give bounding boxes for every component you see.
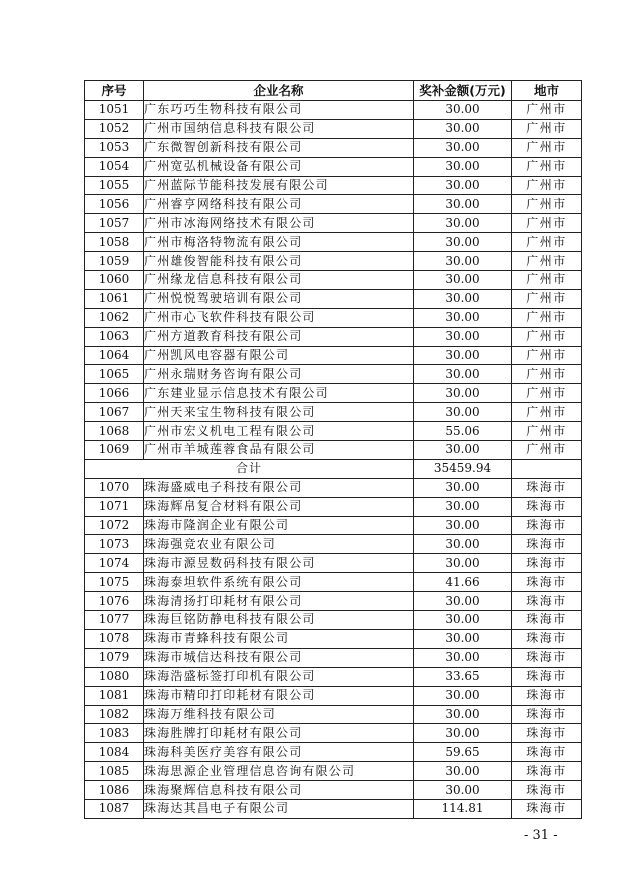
serial-no-cell: 1078 [85,629,144,648]
city-cell: 广州市 [512,214,582,233]
header-company-name: 企业名称 [144,81,414,101]
table-row [85,724,582,743]
company-name-cell: 珠海巨铭防静电科技有限公司 [144,611,414,630]
award-amount-cell: 30.00 [414,724,512,743]
table-row [85,271,582,290]
table-row [85,535,582,554]
company-name-cell: 广州市心飞软件科技有限公司 [144,308,414,327]
award-amount-cell: 30.00 [414,686,512,705]
table-row [85,384,582,403]
city-cell: 广州市 [512,327,582,346]
city-cell: 珠海市 [512,535,582,554]
company-name-cell: 珠海辉帛复合材料有限公司 [144,497,414,516]
serial-no-cell: 1051 [85,101,144,120]
award-amount-cell: 41.66 [414,573,512,592]
table-row [85,289,582,308]
award-amount-cell: 30.00 [414,327,512,346]
company-name-cell: 珠海市城信达科技有限公司 [144,648,414,667]
serial-no-cell: 1059 [85,252,144,271]
serial-no-cell: 1073 [85,535,144,554]
serial-no-cell: 1069 [85,441,144,460]
total-row [85,459,582,478]
company-name-cell: 广州市羊城莲蓉食品有限公司 [144,441,414,460]
city-cell: 珠海市 [512,667,582,686]
table-row [85,176,582,195]
city-cell: 广州市 [512,271,582,290]
table-row [85,611,582,630]
serial-no-cell: 1056 [85,195,144,214]
table-row [85,762,582,781]
award-amount-cell: 30.00 [414,346,512,365]
city-cell: 珠海市 [512,497,582,516]
company-name-cell: 珠海科美医疗美容有限公司 [144,743,414,762]
serial-no-cell: 1074 [85,554,144,573]
company-name-cell: 珠海泰坦软件系统有限公司 [144,573,414,592]
award-amount-cell: 30.00 [414,233,512,252]
award-amount-cell: 30.00 [414,365,512,384]
company-name-cell: 珠海万维科技有限公司 [144,705,414,724]
city-cell: 珠海市 [512,743,582,762]
serial-no-cell: 1086 [85,781,144,800]
company-name-cell: 广州蓝际节能科技发展有限公司 [144,176,414,195]
serial-no-cell: 1054 [85,157,144,176]
table-header-row [85,81,582,101]
city-cell: 广州市 [512,138,582,157]
company-name-cell: 广州睿亨网络科技有限公司 [144,195,414,214]
table-row [85,422,582,441]
company-name-cell: 珠海清扬打印耗材有限公司 [144,592,414,611]
serial-no-cell: 1055 [85,176,144,195]
company-name-cell: 广州天来宝生物科技有限公司 [144,403,414,422]
table-row [85,497,582,516]
award-amount-cell: 30.00 [414,497,512,516]
company-name-cell: 广州永瑞财务咨询有限公司 [144,365,414,384]
company-name-cell: 广州凯风电容器有限公司 [144,346,414,365]
award-amount-cell: 30.00 [414,441,512,460]
table-row [85,365,582,384]
company-name-cell: 珠海聚辉信息科技有限公司 [144,781,414,800]
award-table [84,80,582,819]
total-amount: 35459.94 [414,459,512,478]
city-cell: 珠海市 [512,611,582,630]
table-row [85,233,582,252]
serial-no-cell: 1083 [85,724,144,743]
total-label: 合计 [85,459,414,478]
city-cell: 珠海市 [512,762,582,781]
city-cell: 广州市 [512,422,582,441]
award-amount-cell: 30.00 [414,119,512,138]
table-row [85,308,582,327]
city-cell: 珠海市 [512,629,582,648]
city-cell: 广州市 [512,157,582,176]
serial-no-cell: 1062 [85,308,144,327]
award-amount-cell: 114.81 [414,799,512,818]
company-name-cell: 珠海达其昌电子有限公司 [144,799,414,818]
table-row [85,346,582,365]
table-row [85,441,582,460]
serial-no-cell: 1057 [85,214,144,233]
serial-no-cell: 1053 [85,138,144,157]
award-amount-cell: 55.06 [414,422,512,441]
page-number: - 31 - [524,828,558,843]
company-name-cell: 珠海浩盛标签打印机有限公司 [144,667,414,686]
company-name-cell: 广州宽弘机械设备有限公司 [144,157,414,176]
serial-no-cell: 1082 [85,705,144,724]
table-row [85,195,582,214]
table-row [85,648,582,667]
city-cell: 广州市 [512,289,582,308]
city-cell: 广州市 [512,346,582,365]
serial-no-cell: 1070 [85,478,144,497]
serial-no-cell: 1075 [85,573,144,592]
award-amount-cell: 30.00 [414,176,512,195]
city-cell: 广州市 [512,308,582,327]
company-name-cell: 广州方道教育科技有限公司 [144,327,414,346]
city-cell: 广州市 [512,195,582,214]
company-name-cell: 珠海胜牌打印耗材有限公司 [144,724,414,743]
serial-no-cell: 1071 [85,497,144,516]
award-amount-cell: 30.00 [414,762,512,781]
company-name-cell: 珠海市精印打印耗材有限公司 [144,686,414,705]
table-row [85,629,582,648]
serial-no-cell: 1063 [85,327,144,346]
serial-no-cell: 1066 [85,384,144,403]
serial-no-cell: 1061 [85,289,144,308]
city-cell: 广州市 [512,252,582,271]
award-amount-cell: 30.00 [414,308,512,327]
city-cell: 珠海市 [512,724,582,743]
serial-no-cell: 1079 [85,648,144,667]
award-amount-cell: 30.00 [414,384,512,403]
city-cell: 广州市 [512,101,582,120]
table-row [85,214,582,233]
table-row [85,799,582,818]
serial-no-cell: 1085 [85,762,144,781]
city-cell: 广州市 [512,384,582,403]
table-row [85,327,582,346]
total-city-empty [512,459,582,478]
city-cell: 珠海市 [512,781,582,800]
city-cell: 珠海市 [512,573,582,592]
table-row [85,705,582,724]
award-amount-cell: 30.00 [414,629,512,648]
award-amount-cell: 30.00 [414,403,512,422]
award-amount-cell: 30.00 [414,611,512,630]
award-amount-cell: 30.00 [414,705,512,724]
table-row [85,138,582,157]
serial-no-cell: 1060 [85,271,144,290]
table-body-guangzhou [85,101,582,460]
header-city: 地市 [512,81,582,101]
serial-no-cell: 1087 [85,799,144,818]
table-row [85,554,582,573]
award-amount-cell: 30.00 [414,157,512,176]
table-body-total [85,459,582,478]
company-name-cell: 广东微智创新科技有限公司 [144,138,414,157]
city-cell: 珠海市 [512,648,582,667]
award-amount-cell: 30.00 [414,271,512,290]
company-name-cell: 珠海思源企业管理信息咨询有限公司 [144,762,414,781]
table-row [85,478,582,497]
award-amount-cell: 30.00 [414,535,512,554]
table-row [85,252,582,271]
serial-no-cell: 1080 [85,667,144,686]
company-name-cell: 广州雄俊智能科技有限公司 [144,252,414,271]
city-cell: 珠海市 [512,516,582,535]
city-cell: 广州市 [512,176,582,195]
city-cell: 珠海市 [512,799,582,818]
header-serial-no: 序号 [85,81,144,101]
company-name-cell: 广州市冰海网络技术有限公司 [144,214,414,233]
city-cell: 珠海市 [512,554,582,573]
award-amount-cell: 30.00 [414,138,512,157]
table-row [85,667,582,686]
award-amount-cell: 30.00 [414,554,512,573]
table-row [85,573,582,592]
company-name-cell: 广州市宏义机电工程有限公司 [144,422,414,441]
company-name-cell: 珠海市源昱数码科技有限公司 [144,554,414,573]
city-cell: 广州市 [512,365,582,384]
serial-no-cell: 1058 [85,233,144,252]
city-cell: 珠海市 [512,592,582,611]
table-row [85,781,582,800]
company-name-cell: 珠海市隆润企业有限公司 [144,516,414,535]
company-name-cell: 广州缘龙信息科技有限公司 [144,271,414,290]
company-name-cell: 广州悦悦驾驶培训有限公司 [144,289,414,308]
city-cell: 珠海市 [512,686,582,705]
header-award-amount: 奖补金额(万元) [414,81,512,101]
table-row [85,119,582,138]
table-row [85,101,582,120]
serial-no-cell: 1081 [85,686,144,705]
award-amount-cell: 30.00 [414,101,512,120]
serial-no-cell: 1077 [85,611,144,630]
company-name-cell: 珠海市青蜂科技有限公司 [144,629,414,648]
company-name-cell: 珠海盛威电子科技有限公司 [144,478,414,497]
award-amount-cell: 59.65 [414,743,512,762]
company-name-cell: 珠海强竞农业有限公司 [144,535,414,554]
table-row [85,592,582,611]
table-row [85,516,582,535]
award-amount-cell: 30.00 [414,648,512,667]
award-amount-cell: 30.00 [414,214,512,233]
award-amount-cell: 30.00 [414,516,512,535]
table-row [85,403,582,422]
award-amount-cell: 30.00 [414,252,512,271]
award-amount-cell: 30.00 [414,478,512,497]
company-name-cell: 广东建业显示信息技术有限公司 [144,384,414,403]
serial-no-cell: 1076 [85,592,144,611]
serial-no-cell: 1072 [85,516,144,535]
serial-no-cell: 1084 [85,743,144,762]
city-cell: 珠海市 [512,705,582,724]
company-name-cell: 广州市国纳信息科技有限公司 [144,119,414,138]
award-amount-cell: 30.00 [414,195,512,214]
serial-no-cell: 1052 [85,119,144,138]
city-cell: 珠海市 [512,478,582,497]
serial-no-cell: 1067 [85,403,144,422]
city-cell: 广州市 [512,233,582,252]
table-body-zhuhai [85,478,582,818]
table-row [85,743,582,762]
table-row [85,157,582,176]
award-amount-cell: 30.00 [414,289,512,308]
table-row [85,686,582,705]
award-amount-cell: 30.00 [414,592,512,611]
serial-no-cell: 1064 [85,346,144,365]
city-cell: 广州市 [512,441,582,460]
serial-no-cell: 1068 [85,422,144,441]
serial-no-cell: 1065 [85,365,144,384]
company-name-cell: 广东巧巧生物科技有限公司 [144,101,414,120]
company-name-cell: 广州市梅洛特物流有限公司 [144,233,414,252]
award-amount-cell: 33.65 [414,667,512,686]
city-cell: 广州市 [512,403,582,422]
award-amount-cell: 30.00 [414,781,512,800]
city-cell: 广州市 [512,119,582,138]
